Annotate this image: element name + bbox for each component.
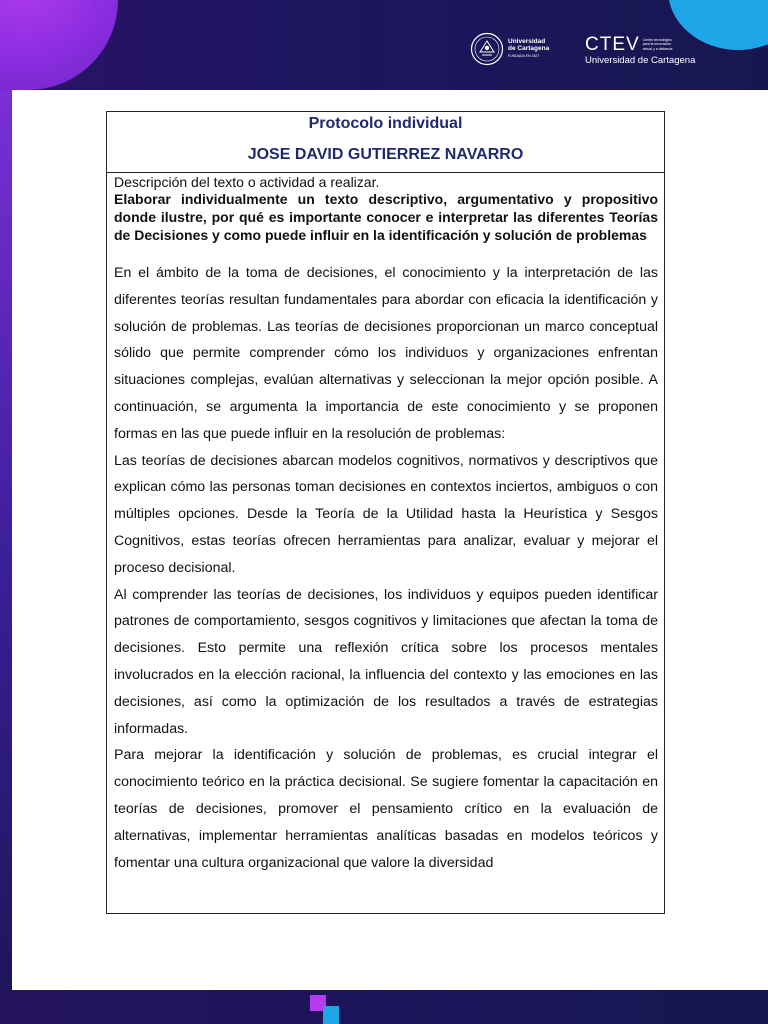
body-paragraph-3: Al comprender las teorías de decisiones, los individuos y equipos pueden identificar patrones de comportamiento, sesgos cognitivos y limitaciones que afectan la toma de decisiones. Esto permite una reflexión crítica sobre los procesos mentales involucrados en la elección racional, la influencia del contexto y las emociones en las decisiones, así como la optimización de los resultados a través de estrategias informadas. <box>114 586 658 737</box>
protocol-content-cell <box>107 173 664 913</box>
body-paragraph-1: En el ámbito de la toma de decisiones, el conocimiento y la interpretación de las diferentes teorías resultan fundamentales para abordar con eficacia la identificación y solución de problemas. Las teorías de decisiones proporcionan un marco conceptual sólido que permite comprender cómo los individuos y organizaciones enfrentan situaciones complejas, evalúan alternativas y seleccionan la mejor opción posible. A continuación, se argumenta la importancia de este conocimiento y se proponen formas en las que puede influir en la resolución de problemas: <box>114 265 658 442</box>
student-name: JOSE DAVID GUTIERREZ NAVARRO <box>247 146 524 163</box>
page-header <box>0 0 768 90</box>
university-seal-icon <box>470 32 504 66</box>
activity-statement: Elaborar individualmente un texto descriptivo, argumentativo y propositivo donde ilustre, por qué es importante conocer e interpretar las diferentes Teorías de Decisiones y como puede influir en la identificación y solución de problemas <box>114 191 658 243</box>
ctev-subtitle: Universidad de Cartagena <box>585 55 696 66</box>
decorative-purple-shape <box>0 0 118 90</box>
left-accent-stripe <box>0 90 12 1024</box>
body-paragraph-2: Las teorías de decisiones abarcan modelos cognitivos, normativos y descriptivos que explican cómo las personas toman decisiones en contextos inciertos, ambiguos o con múltiples opciones. Desde la Teoría de la Utilidad hasta la Heurística y Sesgos Cognitivos, estas teorías ofrecen herramientas para analizar, evaluar y mejorar el proceso decisional. <box>114 452 658 576</box>
ctev-logo <box>585 35 695 66</box>
ctev-desc-line2: para la innovación <box>642 42 672 47</box>
protocol-title: Protocolo individual <box>308 115 463 132</box>
udc-name-line1: Universidad <box>508 38 546 45</box>
description-label: Descripción del texto o actividad a realizar. <box>114 174 380 190</box>
udc-name-line2: de Cartagena <box>508 45 550 52</box>
protocol-table <box>106 111 665 914</box>
decorative-cyan-square <box>323 1006 339 1024</box>
body-paragraph-4: Para mejorar la identificación y solución de problemas, es crucial integrar el conocimiento teórico en la práctica decisional. Se sugiere fomentar la capacitación en teorías de decisiones, promover el pensamiento crítico en la evaluación de alternativas, implementar herramientas analíticas basadas en modelos teóricos y fomentar una cultura organizacional que valore la diversidad <box>114 747 658 871</box>
udc-tagline: FUNDADA EN 1827 <box>508 54 540 58</box>
ctev-acronym: CTEV <box>585 34 640 55</box>
ctev-desc-line3: virtual y a distancia <box>642 46 673 51</box>
page-footer <box>0 990 768 1024</box>
universidad-de-cartagena-logo <box>470 32 549 66</box>
ctev-desc-line1: Centro tecnológico <box>642 37 672 42</box>
protocol-header-cell <box>107 112 664 173</box>
